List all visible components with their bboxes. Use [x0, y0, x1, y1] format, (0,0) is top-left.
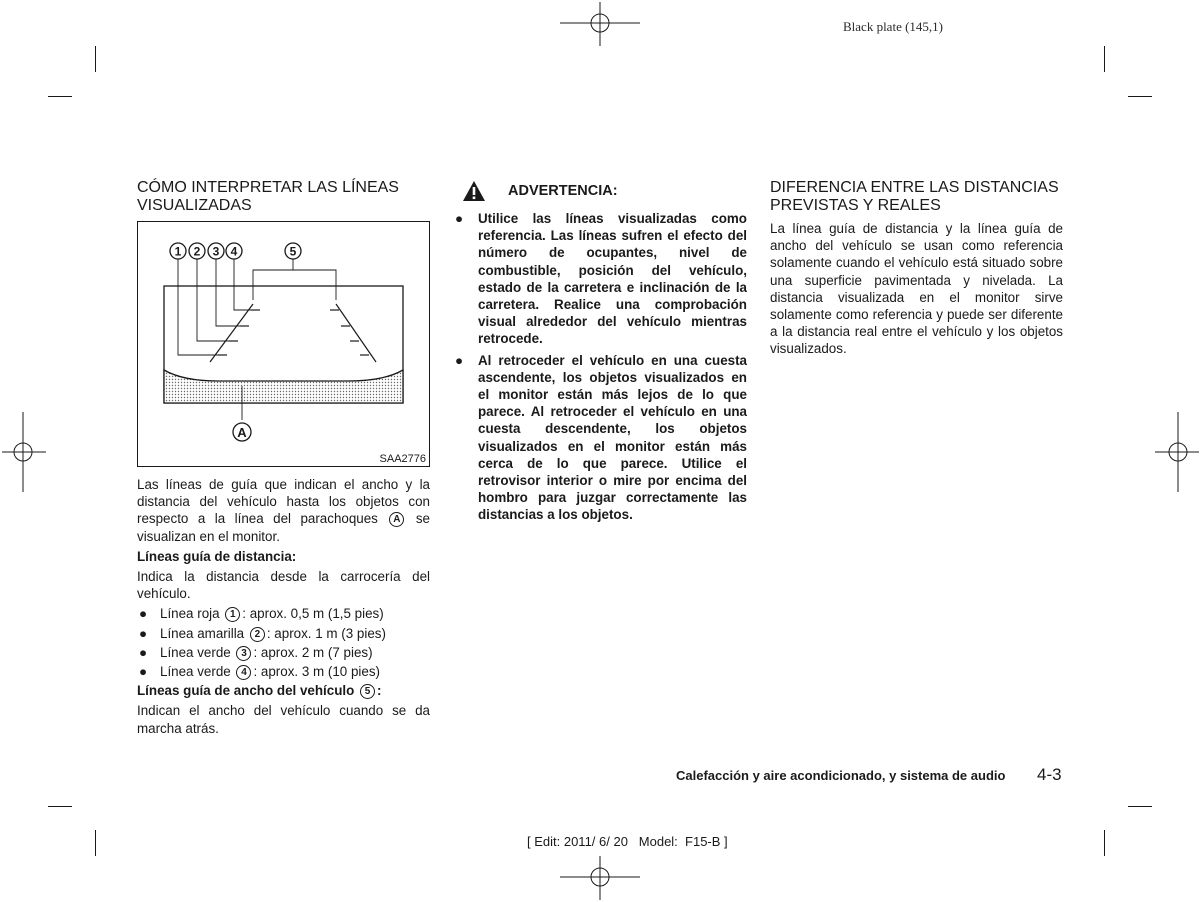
- registration-mark-bottom: [560, 856, 640, 900]
- warning-list: [455, 210, 747, 524]
- distance-lines-text: Indica la distancia desde la carrocería del vehículo.: [137, 569, 430, 602]
- warning-title: ADVERTENCIA:: [508, 183, 618, 199]
- difference-paragraph: La línea guía de distancia y la línea guía de ancho del vehículo se usan como referencia solamente cuando el vehículo está situado sobre una superficie pavimentada y nivelada. La distancia visualizada en el monitor sirve solamente como referencia y puede ser diferente a la distancia real entre el vehículo y los objetos visualizados.: [770, 221, 1063, 357]
- plate-label: Black plate (145,1): [843, 19, 943, 34]
- list-item: ● Línea verde 4 : aprox. 3 m (10 pies): [139, 664, 380, 680]
- intro-paragraph: [137, 476, 430, 545]
- registration-mark-top: [560, 2, 640, 46]
- width-lines-heading: Líneas guía de ancho del vehículo 5 :: [137, 683, 382, 699]
- bumper-marker: A: [389, 512, 404, 527]
- distance-lines-heading: Líneas guía de distancia:: [137, 548, 297, 564]
- warning-triangle-icon: [462, 180, 486, 202]
- heading-line: VISUALIZADAS: [137, 197, 252, 214]
- heading-line: DIFERENCIA ENTRE LAS DISTANCIAS: [770, 179, 1059, 196]
- intro-text-end: se visualizan en el monitor.: [137, 511, 430, 544]
- crop-mark: [1104, 830, 1105, 856]
- edit-line: [ Edit: 2011/ 6/ 20 Model: F15-B ]: [527, 834, 728, 849]
- crop-mark: [1128, 96, 1152, 97]
- list-item: ● Línea amarilla 2 : aprox. 1 m (3 pies): [139, 625, 386, 641]
- page-number: 4-3: [1037, 765, 1062, 784]
- width-lines-text: Indican el ancho del vehículo cuando se da marcha atrás.: [137, 703, 430, 736]
- section-heading-difference: [770, 179, 1063, 215]
- registration-mark-left: [2, 412, 46, 492]
- warning-item: ● Utilice las líneas visualizadas como referencia. Las líneas sufren el efecto del número de ocupantes, nivel de combustible, posición del vehículo, estado de la carretera e inclinación de la carretera. Realice una comprobación visual alrededor del vehículo mientras retrocede.: [455, 211, 747, 347]
- figure-label-2: 2: [193, 244, 201, 259]
- figure-label-5: 5: [289, 244, 297, 259]
- distance-lines-list: [137, 605, 430, 680]
- crop-mark: [48, 806, 72, 807]
- figure-label-a: A: [237, 425, 247, 440]
- list-item: ● Línea verde 3 : aprox. 2 m (7 pies): [139, 644, 373, 660]
- intro-text: Las líneas de guía que indican el ancho y la distancia del vehículo hasta los objetos con respecto a la línea del parachoques: [137, 477, 430, 527]
- crop-mark: [1128, 806, 1152, 807]
- crop-mark: [48, 96, 72, 97]
- heading-line: PREVISTAS Y REALES: [770, 197, 941, 214]
- warning-header: [455, 180, 747, 206]
- warning-box: [455, 180, 747, 528]
- guide-lines-diagram: [138, 222, 429, 466]
- warning-item: ● Al retroceder el vehículo en una cuesta ascendente, los objetos visualizados en el monitor están más lejos de lo que parece. Al retroceder el vehículo en una cuesta descendente, los objetos visualizados en el monitor están más cerca de lo que parece. Utilice el retrovisor interior o mire por encima del hombro para juzgar correctamente las distancias a los objetos.: [455, 352, 747, 523]
- crop-mark: [1104, 46, 1105, 72]
- figure-label-3: 3: [212, 244, 220, 259]
- figure-label-1: 1: [174, 244, 182, 259]
- heading-line: CÓMO INTERPRETAR LAS LÍNEAS: [137, 179, 399, 196]
- figure-code: SAA2776: [379, 453, 426, 465]
- guide-lines-figure: [137, 221, 430, 467]
- registration-mark-right: [1155, 412, 1199, 492]
- width-marker: 5: [360, 684, 375, 699]
- list-item: ● Línea roja 1 : aprox. 0,5 m (1,5 pies): [139, 606, 384, 622]
- figure-label-4: 4: [230, 244, 238, 259]
- crop-mark: [95, 46, 96, 72]
- column-1-body: [137, 476, 430, 737]
- footer-section-title: Calefacción y aire acondicionado, y sistema de audio: [676, 768, 1006, 783]
- section-heading-interpret: [137, 179, 430, 215]
- crop-mark: [95, 830, 96, 856]
